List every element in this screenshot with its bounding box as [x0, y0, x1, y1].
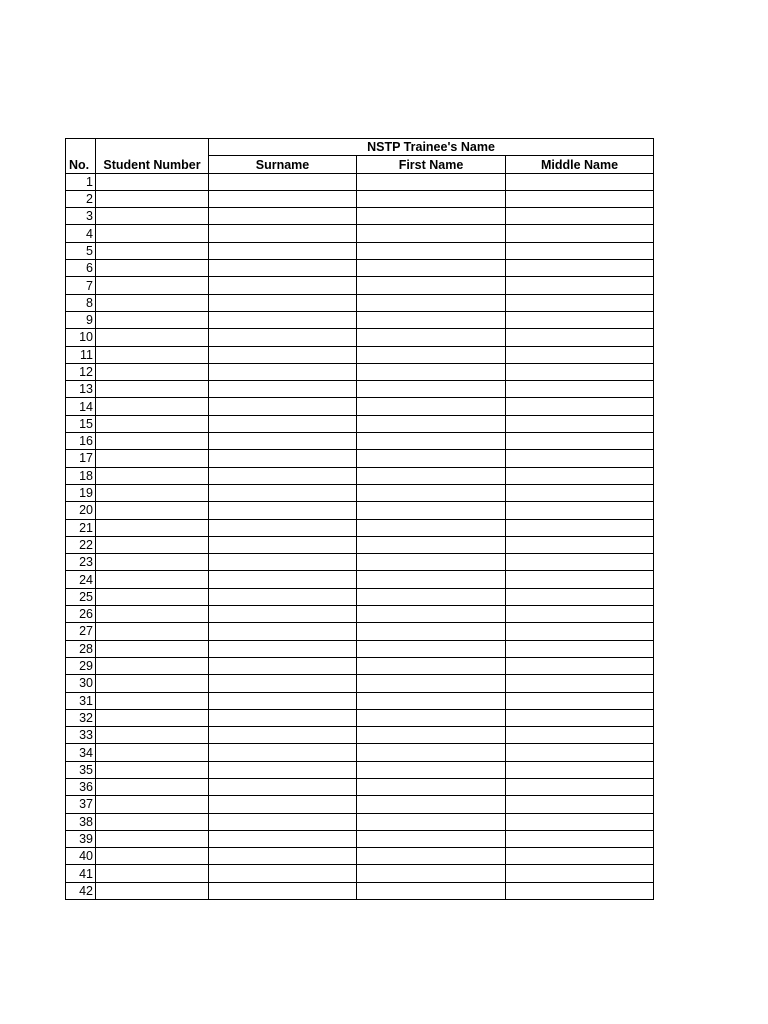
header-student-number-top [96, 139, 209, 156]
middle-name-cell[interactable] [506, 536, 654, 553]
row-number: 11 [66, 346, 96, 363]
row-number: 38 [66, 813, 96, 830]
trainee-roster-table [65, 138, 654, 900]
middle-name-cell[interactable] [506, 519, 654, 536]
middle-name-cell[interactable] [506, 329, 654, 346]
row-number: 26 [66, 606, 96, 623]
middle-name-cell[interactable] [506, 848, 654, 865]
surname-cell[interactable] [209, 415, 357, 432]
first-name-cell[interactable] [357, 675, 506, 692]
first-name-cell[interactable] [357, 623, 506, 640]
column-header-middle-name: Middle Name [506, 156, 654, 173]
first-name-cell[interactable] [357, 260, 506, 277]
table-row [66, 381, 654, 398]
surname-cell[interactable] [209, 433, 357, 450]
table-row [66, 657, 654, 674]
surname-cell[interactable] [209, 294, 357, 311]
surname-cell[interactable] [209, 225, 357, 242]
first-name-cell[interactable] [357, 450, 506, 467]
row-number: 10 [66, 329, 96, 346]
row-number: 37 [66, 796, 96, 813]
table-row [66, 346, 654, 363]
surname-cell[interactable] [209, 675, 357, 692]
column-header-first-name: First Name [357, 156, 506, 173]
first-name-cell[interactable] [357, 467, 506, 484]
first-name-cell[interactable] [357, 433, 506, 450]
surname-cell[interactable] [209, 865, 357, 882]
table-row [66, 692, 654, 709]
middle-name-cell[interactable] [506, 381, 654, 398]
table-row [66, 311, 654, 328]
middle-name-cell[interactable] [506, 882, 654, 899]
row-number: 5 [66, 242, 96, 259]
group-header-row [66, 139, 654, 156]
student-number-cell[interactable] [96, 208, 209, 225]
surname-cell[interactable] [209, 588, 357, 605]
first-name-cell[interactable] [357, 571, 506, 588]
middle-name-cell[interactable] [506, 225, 654, 242]
first-name-cell[interactable] [357, 225, 506, 242]
middle-name-cell[interactable] [506, 761, 654, 778]
middle-name-cell[interactable] [506, 467, 654, 484]
first-name-cell[interactable] [357, 692, 506, 709]
surname-cell[interactable] [209, 778, 357, 795]
row-number: 42 [66, 882, 96, 899]
table-row [66, 225, 654, 242]
first-name-cell[interactable] [357, 796, 506, 813]
first-name-cell[interactable] [357, 346, 506, 363]
middle-name-cell[interactable] [506, 830, 654, 847]
table-row [66, 623, 654, 640]
table-row [66, 363, 654, 380]
row-number: 40 [66, 848, 96, 865]
surname-cell[interactable] [209, 346, 357, 363]
table-row [66, 450, 654, 467]
first-name-cell[interactable] [357, 778, 506, 795]
middle-name-cell[interactable] [506, 675, 654, 692]
student-number-cell[interactable] [96, 311, 209, 328]
table-row [66, 415, 654, 432]
first-name-cell[interactable] [357, 657, 506, 674]
surname-cell[interactable] [209, 467, 357, 484]
student-number-cell[interactable] [96, 225, 209, 242]
middle-name-cell[interactable] [506, 311, 654, 328]
first-name-cell[interactable] [357, 761, 506, 778]
table-row [66, 606, 654, 623]
student-number-cell[interactable] [96, 571, 209, 588]
middle-name-cell[interactable] [506, 242, 654, 259]
student-number-cell[interactable] [96, 190, 209, 207]
surname-cell[interactable] [209, 657, 357, 674]
row-number: 33 [66, 727, 96, 744]
middle-name-cell[interactable] [506, 623, 654, 640]
student-number-cell[interactable] [96, 882, 209, 899]
table-row [66, 709, 654, 726]
middle-name-cell[interactable] [506, 778, 654, 795]
middle-name-cell[interactable] [506, 571, 654, 588]
middle-name-cell[interactable] [506, 190, 654, 207]
column-header-row [66, 156, 654, 173]
first-name-cell[interactable] [357, 865, 506, 882]
first-name-cell[interactable] [357, 173, 506, 190]
table-row [66, 796, 654, 813]
row-number: 25 [66, 588, 96, 605]
surname-cell[interactable] [209, 554, 357, 571]
middle-name-cell[interactable] [506, 606, 654, 623]
student-number-cell[interactable] [96, 242, 209, 259]
table-row [66, 761, 654, 778]
row-number: 15 [66, 415, 96, 432]
table-row [66, 830, 654, 847]
student-number-cell[interactable] [96, 675, 209, 692]
student-number-cell[interactable] [96, 778, 209, 795]
surname-cell[interactable] [209, 640, 357, 657]
student-number-cell[interactable] [96, 657, 209, 674]
group-header-trainee-name: NSTP Trainee's Name [209, 139, 654, 156]
student-number-cell[interactable] [96, 830, 209, 847]
row-number: 21 [66, 519, 96, 536]
table-row [66, 865, 654, 882]
student-number-cell[interactable] [96, 588, 209, 605]
surname-cell[interactable] [209, 173, 357, 190]
row-number: 8 [66, 294, 96, 311]
row-number: 7 [66, 277, 96, 294]
middle-name-cell[interactable] [506, 692, 654, 709]
table-row [66, 848, 654, 865]
middle-name-cell[interactable] [506, 588, 654, 605]
row-number: 4 [66, 225, 96, 242]
first-name-cell[interactable] [357, 606, 506, 623]
surname-cell[interactable] [209, 519, 357, 536]
row-number: 20 [66, 502, 96, 519]
row-number: 35 [66, 761, 96, 778]
surname-cell[interactable] [209, 208, 357, 225]
student-number-cell[interactable] [96, 277, 209, 294]
middle-name-cell[interactable] [506, 173, 654, 190]
row-number: 32 [66, 709, 96, 726]
row-number: 9 [66, 311, 96, 328]
student-number-cell[interactable] [96, 415, 209, 432]
student-number-cell[interactable] [96, 467, 209, 484]
middle-name-cell[interactable] [506, 796, 654, 813]
table-row [66, 727, 654, 744]
row-number: 29 [66, 657, 96, 674]
first-name-cell[interactable] [357, 484, 506, 501]
student-number-cell[interactable] [96, 709, 209, 726]
first-name-cell[interactable] [357, 519, 506, 536]
middle-name-cell[interactable] [506, 640, 654, 657]
surname-cell[interactable] [209, 692, 357, 709]
surname-cell[interactable] [209, 848, 357, 865]
first-name-cell[interactable] [357, 727, 506, 744]
row-number: 18 [66, 467, 96, 484]
first-name-cell[interactable] [357, 554, 506, 571]
row-number: 30 [66, 675, 96, 692]
table-row [66, 329, 654, 346]
middle-name-cell[interactable] [506, 260, 654, 277]
student-number-cell[interactable] [96, 294, 209, 311]
middle-name-cell[interactable] [506, 744, 654, 761]
row-number: 41 [66, 865, 96, 882]
table-row [66, 554, 654, 571]
row-number: 6 [66, 260, 96, 277]
surname-cell[interactable] [209, 277, 357, 294]
student-number-cell[interactable] [96, 363, 209, 380]
student-number-cell[interactable] [96, 744, 209, 761]
table-row [66, 242, 654, 259]
middle-name-cell[interactable] [506, 554, 654, 571]
student-number-cell[interactable] [96, 536, 209, 553]
student-number-cell[interactable] [96, 865, 209, 882]
middle-name-cell[interactable] [506, 433, 654, 450]
row-number: 19 [66, 484, 96, 501]
surname-cell[interactable] [209, 329, 357, 346]
row-number: 14 [66, 398, 96, 415]
surname-cell[interactable] [209, 260, 357, 277]
first-name-cell[interactable] [357, 415, 506, 432]
middle-name-cell[interactable] [506, 450, 654, 467]
row-number: 3 [66, 208, 96, 225]
first-name-cell[interactable] [357, 398, 506, 415]
student-number-cell[interactable] [96, 692, 209, 709]
first-name-cell[interactable] [357, 208, 506, 225]
student-number-cell[interactable] [96, 173, 209, 190]
table-row [66, 190, 654, 207]
student-number-cell[interactable] [96, 329, 209, 346]
student-number-cell[interactable] [96, 398, 209, 415]
row-number: 39 [66, 830, 96, 847]
student-number-cell[interactable] [96, 848, 209, 865]
student-number-cell[interactable] [96, 623, 209, 640]
first-name-cell[interactable] [357, 744, 506, 761]
row-number: 36 [66, 778, 96, 795]
middle-name-cell[interactable] [506, 415, 654, 432]
surname-cell[interactable] [209, 502, 357, 519]
row-number: 34 [66, 744, 96, 761]
surname-cell[interactable] [209, 761, 357, 778]
row-number: 12 [66, 363, 96, 380]
row-number: 1 [66, 173, 96, 190]
row-number: 24 [66, 571, 96, 588]
first-name-cell[interactable] [357, 294, 506, 311]
surname-cell[interactable] [209, 744, 357, 761]
column-header-student-number: Student Number [96, 156, 209, 173]
first-name-cell[interactable] [357, 277, 506, 294]
surname-cell[interactable] [209, 709, 357, 726]
student-number-cell[interactable] [96, 554, 209, 571]
table-row [66, 173, 654, 190]
middle-name-cell[interactable] [506, 398, 654, 415]
surname-cell[interactable] [209, 450, 357, 467]
surname-cell[interactable] [209, 242, 357, 259]
column-header-no: No. [66, 156, 96, 173]
middle-name-cell[interactable] [506, 294, 654, 311]
middle-name-cell[interactable] [506, 208, 654, 225]
student-number-cell[interactable] [96, 346, 209, 363]
table-row [66, 882, 654, 899]
row-number: 13 [66, 381, 96, 398]
middle-name-cell[interactable] [506, 346, 654, 363]
row-number: 28 [66, 640, 96, 657]
student-number-cell[interactable] [96, 796, 209, 813]
first-name-cell[interactable] [357, 813, 506, 830]
middle-name-cell[interactable] [506, 277, 654, 294]
table-row [66, 260, 654, 277]
student-number-cell[interactable] [96, 260, 209, 277]
middle-name-cell[interactable] [506, 363, 654, 380]
surname-cell[interactable] [209, 623, 357, 640]
first-name-cell[interactable] [357, 536, 506, 553]
middle-name-cell[interactable] [506, 502, 654, 519]
surname-cell[interactable] [209, 830, 357, 847]
surname-cell[interactable] [209, 311, 357, 328]
row-number: 2 [66, 190, 96, 207]
first-name-cell[interactable] [357, 640, 506, 657]
table-row [66, 294, 654, 311]
middle-name-cell[interactable] [506, 813, 654, 830]
surname-cell[interactable] [209, 190, 357, 207]
table-row [66, 744, 654, 761]
surname-cell[interactable] [209, 381, 357, 398]
table-row [66, 277, 654, 294]
table-row [66, 502, 654, 519]
row-number: 17 [66, 450, 96, 467]
table-row [66, 588, 654, 605]
first-name-cell[interactable] [357, 830, 506, 847]
first-name-cell[interactable] [357, 311, 506, 328]
student-number-cell[interactable] [96, 381, 209, 398]
table-row [66, 571, 654, 588]
first-name-cell[interactable] [357, 588, 506, 605]
surname-cell[interactable] [209, 363, 357, 380]
surname-cell[interactable] [209, 882, 357, 899]
table-row [66, 813, 654, 830]
first-name-cell[interactable] [357, 709, 506, 726]
surname-cell[interactable] [209, 571, 357, 588]
table-row [66, 398, 654, 415]
table-row [66, 208, 654, 225]
student-number-cell[interactable] [96, 640, 209, 657]
student-number-cell[interactable] [96, 484, 209, 501]
first-name-cell[interactable] [357, 502, 506, 519]
surname-cell[interactable] [209, 813, 357, 830]
middle-name-cell[interactable] [506, 484, 654, 501]
first-name-cell[interactable] [357, 242, 506, 259]
surname-cell[interactable] [209, 536, 357, 553]
surname-cell[interactable] [209, 398, 357, 415]
student-number-cell[interactable] [96, 450, 209, 467]
table-row [66, 519, 654, 536]
row-number: 31 [66, 692, 96, 709]
student-number-cell[interactable] [96, 519, 209, 536]
student-number-cell[interactable] [96, 813, 209, 830]
surname-cell[interactable] [209, 796, 357, 813]
middle-name-cell[interactable] [506, 727, 654, 744]
student-number-cell[interactable] [96, 727, 209, 744]
student-number-cell[interactable] [96, 606, 209, 623]
student-number-cell[interactable] [96, 433, 209, 450]
first-name-cell[interactable] [357, 329, 506, 346]
middle-name-cell[interactable] [506, 657, 654, 674]
table-row [66, 467, 654, 484]
row-number: 23 [66, 554, 96, 571]
first-name-cell[interactable] [357, 882, 506, 899]
surname-cell[interactable] [209, 606, 357, 623]
student-number-cell[interactable] [96, 502, 209, 519]
row-number: 16 [66, 433, 96, 450]
roster-rows [66, 173, 654, 899]
table-row [66, 640, 654, 657]
first-name-cell[interactable] [357, 848, 506, 865]
table-row [66, 433, 654, 450]
row-number: 22 [66, 536, 96, 553]
column-header-surname: Surname [209, 156, 357, 173]
first-name-cell[interactable] [357, 363, 506, 380]
row-number: 27 [66, 623, 96, 640]
surname-cell[interactable] [209, 727, 357, 744]
table-row [66, 778, 654, 795]
table-row [66, 675, 654, 692]
table-row [66, 536, 654, 553]
surname-cell[interactable] [209, 484, 357, 501]
middle-name-cell[interactable] [506, 709, 654, 726]
first-name-cell[interactable] [357, 381, 506, 398]
middle-name-cell[interactable] [506, 865, 654, 882]
table-row [66, 484, 654, 501]
header-no-top [66, 139, 96, 156]
first-name-cell[interactable] [357, 190, 506, 207]
student-number-cell[interactable] [96, 761, 209, 778]
